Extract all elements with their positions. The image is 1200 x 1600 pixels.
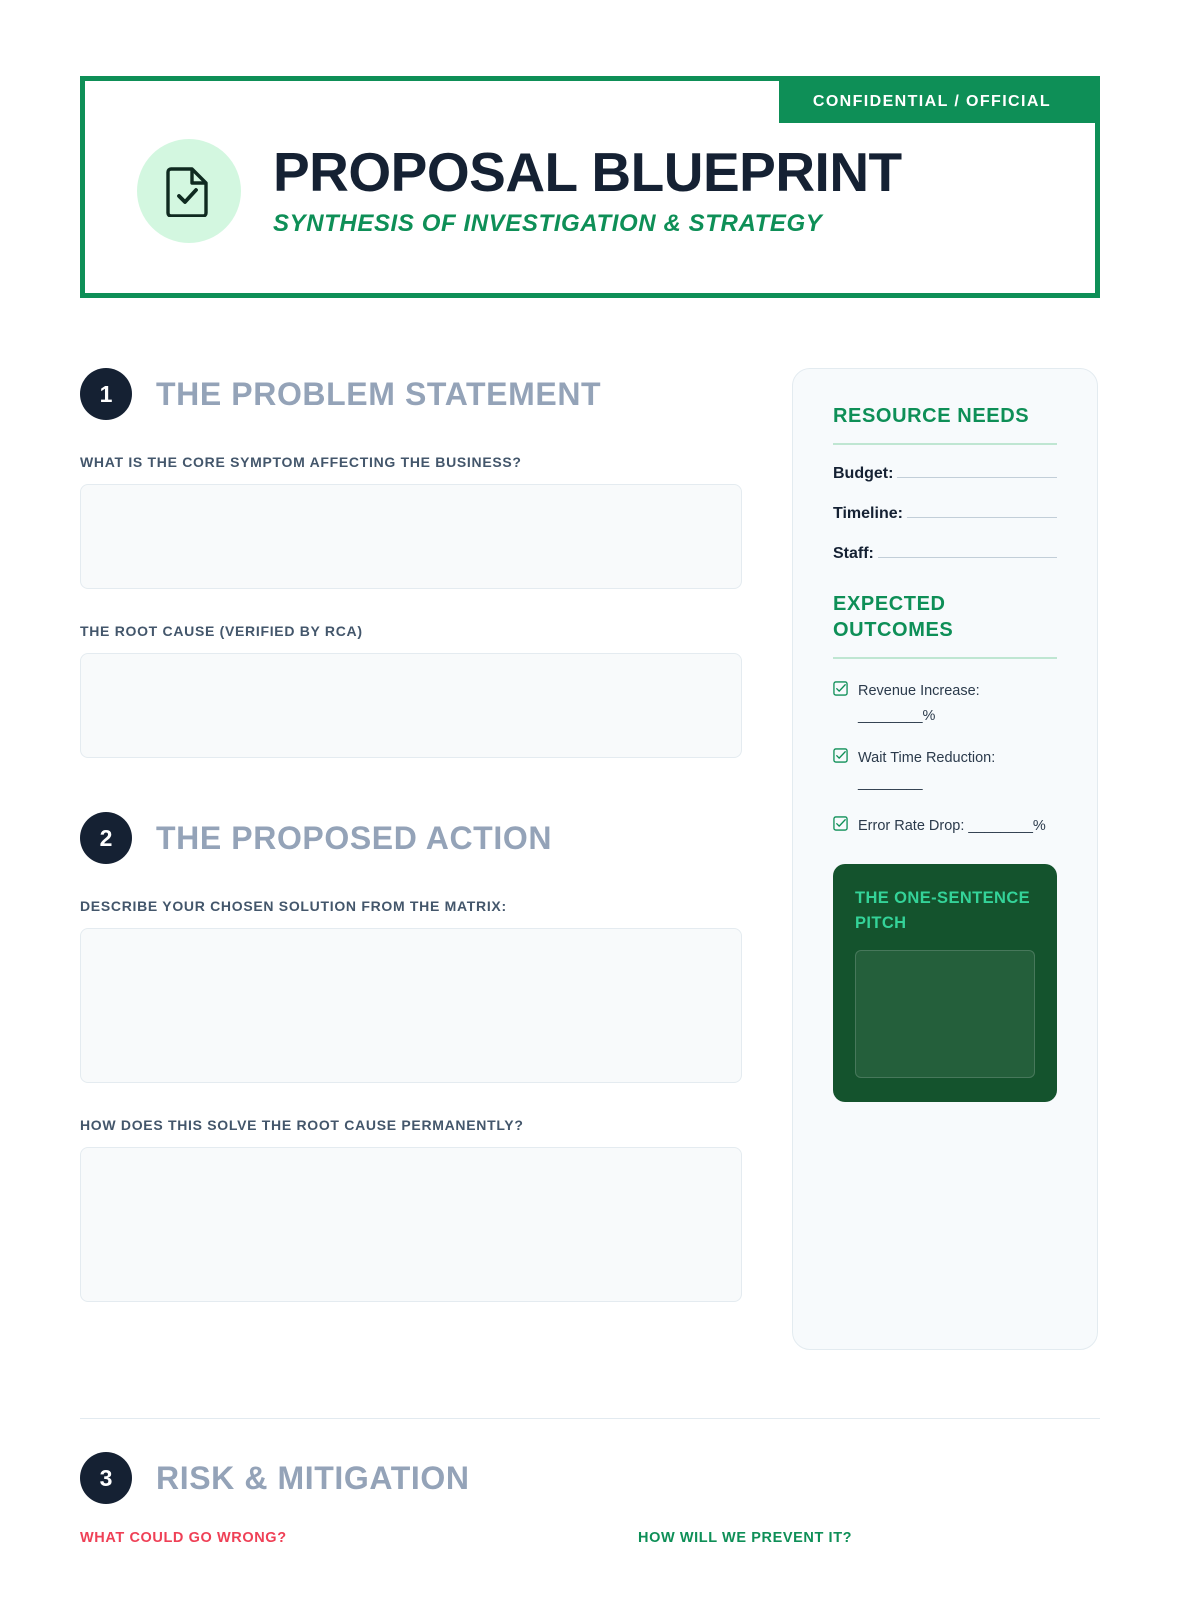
resource-line-budget <box>897 477 1057 478</box>
page-title: PROPOSAL BLUEPRINT <box>273 141 902 204</box>
resource-needs-title: RESOURCE NEEDS <box>833 405 1030 427</box>
risk-column-right <box>590 1530 1100 1546</box>
risk-column-left <box>80 1530 590 1546</box>
section-3-heading <box>80 1452 1100 1504</box>
pitch-title: THE ONE-SENTENCE PITCH <box>855 889 1031 932</box>
section-2-heading <box>80 812 742 864</box>
outcome-text-revenue: Revenue Increase: ________% <box>858 683 980 724</box>
resource-label-timeline: Timeline: <box>833 505 903 522</box>
outcome-item-wait-time <box>833 746 1057 795</box>
header-content <box>85 139 1095 243</box>
outcome-item-revenue <box>833 679 1057 728</box>
section-2-title: THE PROPOSED ACTION <box>156 819 553 856</box>
header-text-block <box>273 141 902 238</box>
one-sentence-pitch-card <box>833 864 1057 1102</box>
section-problem-statement <box>80 368 742 758</box>
expected-outcomes-divider <box>833 657 1057 659</box>
expected-outcomes-title: EXPECTED OUTCOMES <box>833 593 954 641</box>
section-1-heading <box>80 368 742 420</box>
field-input-root-cause[interactable] <box>80 653 742 758</box>
page-subtitle: SYNTHESIS OF INVESTIGATION & STRATEGY <box>273 209 823 237</box>
check-square-icon <box>833 681 848 728</box>
field-label-solve-root-cause: HOW DOES THIS SOLVE THE ROOT CAUSE PERMANENTLY? <box>80 1117 524 1133</box>
field-label-how-will-we-prevent-it: HOW WILL WE PREVENT IT? <box>638 1530 853 1546</box>
resource-line-staff <box>878 557 1057 558</box>
field-label-core-symptom: WHAT IS THE CORE SYMPTOM AFFECTING THE BUSINESS? <box>80 454 522 470</box>
document-check-icon <box>137 139 241 243</box>
section-1-number: 1 <box>80 368 132 420</box>
resource-row-timeline[interactable] <box>833 505 1057 523</box>
resource-label-budget: Budget: <box>833 465 894 482</box>
section-3-number: 3 <box>80 1452 132 1504</box>
resource-needs-divider <box>833 443 1057 445</box>
field-label-root-cause: THE ROOT CAUSE (VERIFIED BY RCA) <box>80 623 363 639</box>
document-header <box>80 76 1100 298</box>
field-input-solve-root-cause[interactable] <box>80 1147 742 1302</box>
section-3-title: RISK & MITIGATION <box>156 1459 470 1496</box>
resource-label-staff: Staff: <box>833 545 874 562</box>
resource-line-timeline <box>907 517 1057 518</box>
resource-row-budget[interactable] <box>833 465 1057 483</box>
sidebar-panel <box>792 368 1098 1350</box>
field-label-chosen-solution: DESCRIBE YOUR CHOSEN SOLUTION FROM THE MATRIX: <box>80 898 507 914</box>
section-2-number: 2 <box>80 812 132 864</box>
outcome-item-error-rate <box>833 814 1057 839</box>
risk-columns <box>80 1530 1100 1546</box>
confidential-badge: CONFIDENTIAL / OFFICIAL <box>779 81 1095 123</box>
outcome-text-error-rate: Error Rate Drop: ________% <box>858 817 1046 834</box>
section-proposed-action <box>80 812 742 1302</box>
check-square-icon <box>833 816 848 839</box>
resource-row-staff[interactable] <box>833 545 1057 563</box>
section-risk-mitigation <box>80 1452 1100 1546</box>
section-1-title: THE PROBLEM STATEMENT <box>156 375 602 412</box>
check-square-icon <box>833 748 848 795</box>
field-input-chosen-solution[interactable] <box>80 928 742 1083</box>
field-label-what-could-go-wrong: WHAT COULD GO WRONG? <box>80 1530 287 1546</box>
main-column <box>80 368 742 1302</box>
outcome-text-wait-time: Wait Time Reduction: ________ <box>858 750 996 791</box>
pitch-input[interactable] <box>855 950 1035 1078</box>
field-input-core-symptom[interactable] <box>80 484 742 589</box>
section-divider <box>80 1418 1100 1419</box>
